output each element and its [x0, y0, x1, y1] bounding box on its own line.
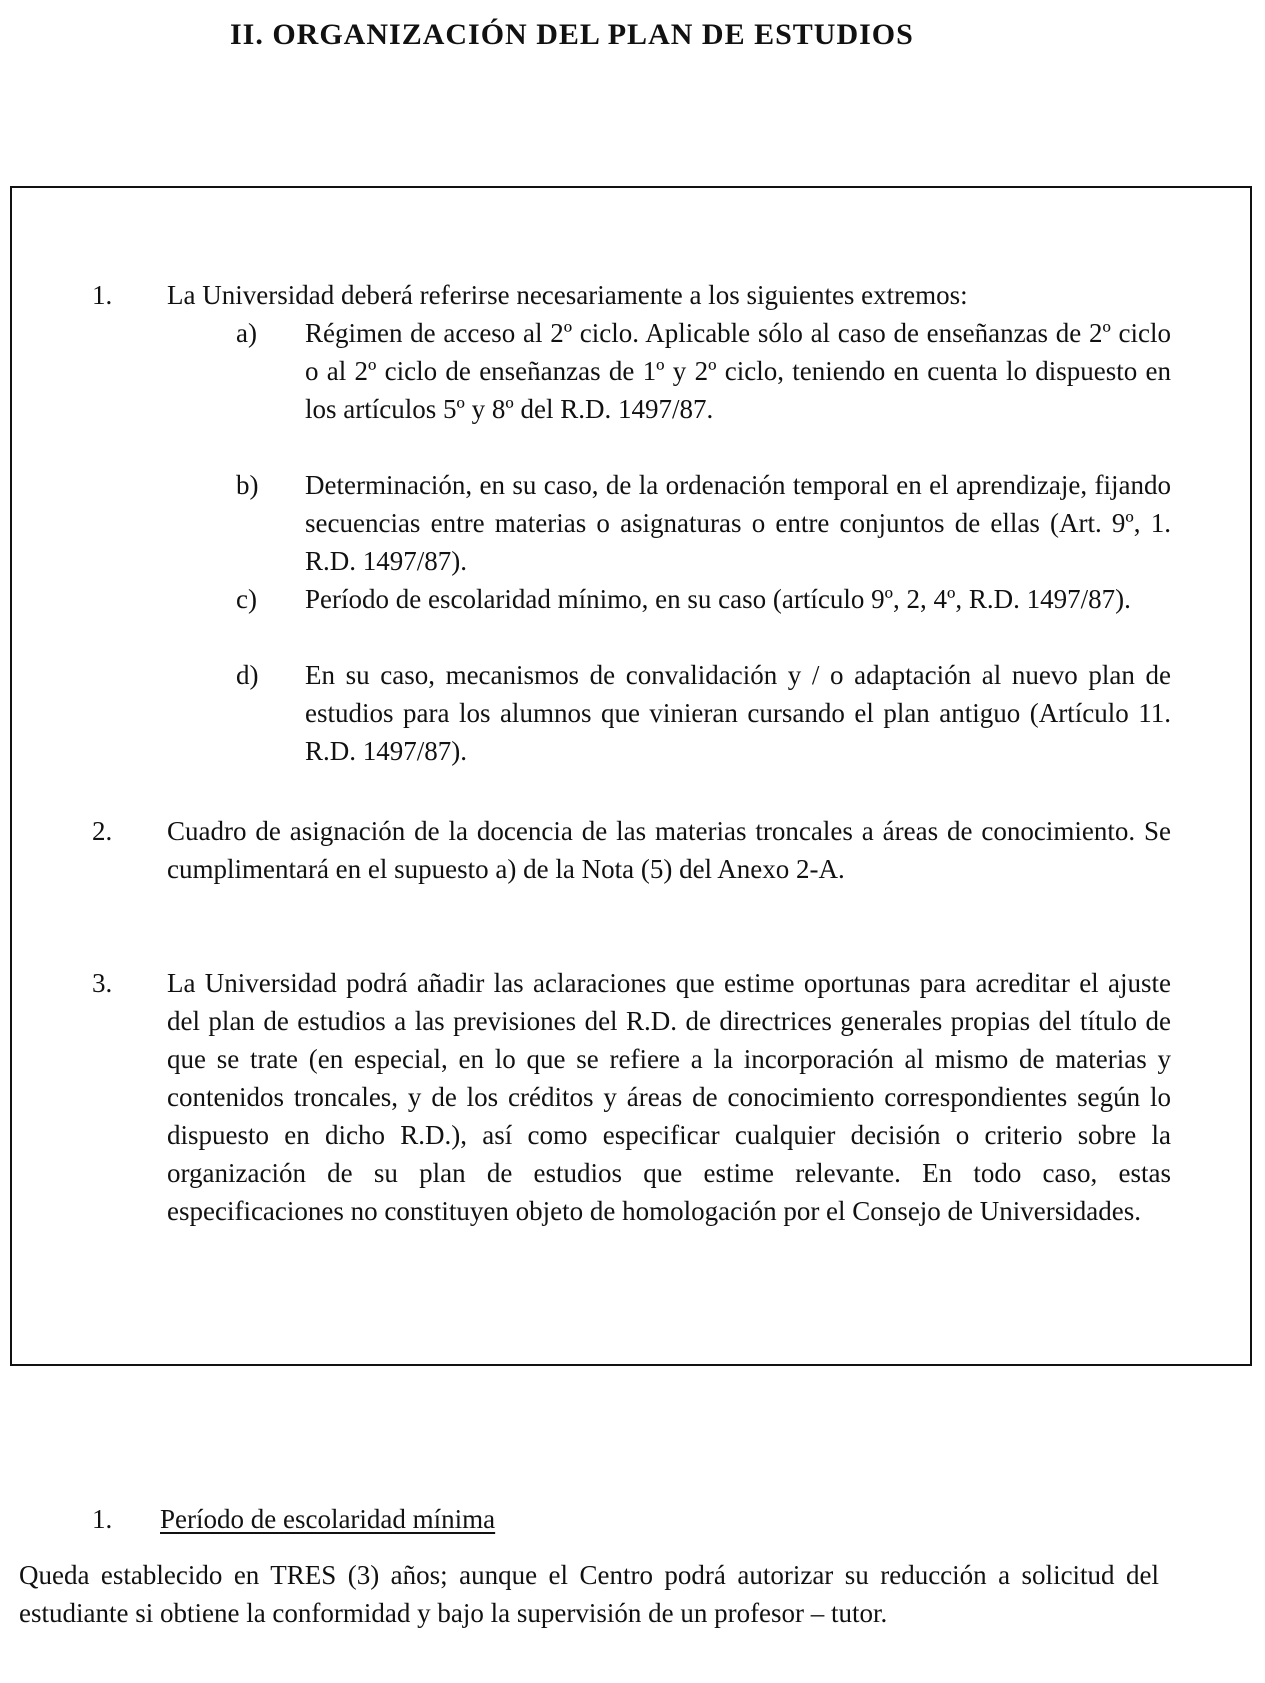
list-item	[92, 276, 1167, 314]
section-heading	[92, 1500, 495, 1538]
page-title: II. ORGANIZACIÓN DEL PLAN DE ESTUDIOS	[230, 18, 914, 51]
sub-item	[236, 314, 1171, 428]
sub-item-text: En su caso, mecanismos de convalidación y / o adaptación al nuevo plan de estudios para los alumnos que vinieran cursando el plan antiguo (Artículo 11. R.D. 1497/87).	[305, 660, 1171, 766]
sub-item-letter: c)	[236, 584, 257, 614]
sub-item-text: Determinación, en su caso, de la ordenación temporal en el aprendizaje, fijando secuencias entre materias o asignaturas o entre conjuntos de ellas (Art. 9º, 1. R.D. 1497/87).	[305, 470, 1171, 576]
list-item-number: 3.	[92, 968, 113, 998]
sub-item-letter: d)	[236, 660, 259, 690]
list-item-text: La Universidad podrá añadir las aclaraciones que estime oportunas para acreditar el ajuste del plan de estudios a las previsiones del R.D. de directrices generales propias del título de que se trate (en especial, en lo que se refiere a la incorporación al mismo de materias y contenidos troncales, y de los créditos y áreas de conocimiento correspondientes según lo dispuesto en dicho R.D.), así como especificar cualquier decisión o criterio sobre la organización de su plan de estudios que estime relevante. En todo caso, estas especificaciones no constituyen objeto de homologación por el Consejo de Universidades.	[167, 968, 1171, 1226]
list-item-number: 2.	[92, 816, 113, 846]
list-item-number: 1.	[92, 280, 113, 310]
list-item	[92, 812, 1171, 888]
list-item-text: La Universidad deberá referirse necesariamente a los siguientes extremos:	[167, 280, 968, 310]
section-number: 1.	[92, 1504, 113, 1534]
sub-item-text: Régimen de acceso al 2º ciclo. Aplicable sólo al caso de enseñanzas de 2º ciclo o al 2º ciclo de enseñanzas de 1º y 2º ciclo, teniendo en cuenta lo dispuesto en los artículos 5º y 8º del R.D. 1497/87.	[305, 318, 1171, 424]
sub-item-text: Período de escolaridad mínimo, en su caso (artículo 9º, 2, 4º, R.D. 1497/87).	[305, 584, 1131, 614]
list-item-text: Cuadro de asignación de la docencia de las materias troncales a áreas de conocimiento. Se cumplimentará en el supuesto a) de la Nota (5) del Anexo 2-A.	[167, 816, 1171, 884]
body-paragraph: Queda establecido en TRES (3) años; aunque el Centro podrá autorizar su reducción a solicitud del estudiante si obtiene la conformidad y bajo la supervisión de un profesor – tutor.	[19, 1560, 1159, 1628]
sub-item	[236, 580, 1171, 618]
list-item	[92, 964, 1171, 1230]
sub-item-letter: b)	[236, 470, 259, 500]
sub-item-letter: a)	[236, 318, 257, 348]
sub-item	[236, 656, 1171, 770]
section-title: Período de escolaridad mínima	[160, 1504, 496, 1534]
sub-item	[236, 466, 1171, 580]
